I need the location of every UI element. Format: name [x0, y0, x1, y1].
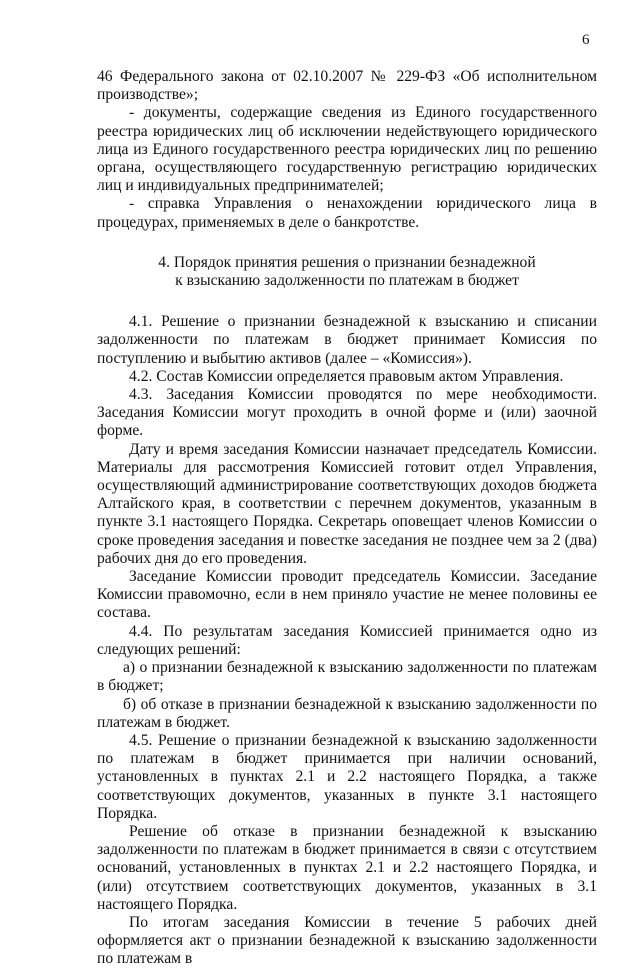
- paragraph-refusal-decision: Решение об отказе в признании безнадежной к взысканию задолженности по платежам в бюджет принимается в связи с отсутствием оснований, установленных в пунктах 2.1 и 2.2 настоящего Порядка, и (или) отсутствием соответствующих документов, указанных в 3.1 настоящего Порядка.: [97, 822, 597, 913]
- paragraph-law-reference: 46 Федерального закона от 02.10.2007 № 229-ФЗ «Об исполнительном производстве»;: [97, 68, 597, 104]
- section-heading: [97, 254, 597, 290]
- section-heading-line-2: к взысканию задолженности по платежам в бюджет: [175, 272, 519, 290]
- paragraph-meeting-quorum: Заседание Комиссии проводит председатель Комиссии. Заседание Комиссии правомочно, если в нем приняло участие не менее половины ее состава.: [97, 568, 597, 622]
- section-heading-line-1: 4. Порядок принятия решения о признании безнадежной: [158, 253, 536, 271]
- paragraph-option-b: б) об отказе в признании безнадежной к взысканию задолженности по платежам в бюджет.: [97, 695, 597, 731]
- paragraph-act-issuance: По итогам заседания Комиссии в течение 5 рабочих дней оформляется акт о признании безнадежной к взысканию задолженности по платежам в: [97, 913, 597, 968]
- paragraph-4-1: 4.1. Решение о признании безнадежной к взысканию и списании задолженности по платежам в бюджет принимает Комиссия по поступлению и выбытию активов (далее – «Комиссия»).: [97, 313, 597, 367]
- paragraph-meeting-schedule: Дату и время заседания Комиссии назначает председатель Комиссии. Материалы для рассмотрения Комиссией готовит отдел Управления, осуществляющий администрирование соответствующих доходов бюджета Алтайского края, в соответствии с перечнем документов, указанным в пункте 3.1 настоящего Порядка. Секретарь оповещает членов Комиссии о сроке проведения заседания и повестке заседания не позднее чем за 2 (два) рабочих дня до его проведения.: [97, 440, 597, 567]
- page-number: 6: [582, 32, 590, 48]
- paragraph-4-3: 4.3. Заседания Комиссии проводятся по мере необходимости. Заседания Комиссии могут проходить в очной форме и (или) заочной форме.: [97, 386, 597, 440]
- document-body: [97, 68, 597, 969]
- paragraph-bankruptcy-certificate: - справка Управления о ненахождении юридического лица в процедурах, применяемых в деле о банкротстве.: [97, 195, 597, 231]
- paragraph-4-2: 4.2. Состав Комиссии определяется правовым актом Управления.: [129, 367, 564, 385]
- paragraph-4-4: 4.4. По результатам заседания Комиссией принимается одно из следующих решений:: [97, 622, 597, 658]
- paragraph-4-5: 4.5. Решение о признании безнадежной к взысканию задолженности по платежам в бюджет принимается при наличии оснований, установленных в пунктах 2.1 и 2.2 настоящего Порядка, а также соответствующих документов, указанных в пункте 3.1 настоящего Порядка.: [97, 731, 597, 822]
- paragraph-option-a: а) о признании безнадежной к взысканию задолженности по платежам в бюджет;: [97, 659, 597, 695]
- paragraph-egrul-documents: - документы, содержащие сведения из Единого государственного реестра юридических лиц об исключении недействующего юридического лица из Единого государственного реестра юридических лиц по решению органа, осуществляющего государственную регистрацию юридических лиц и индивидуальных предпринимателей;: [97, 104, 597, 195]
